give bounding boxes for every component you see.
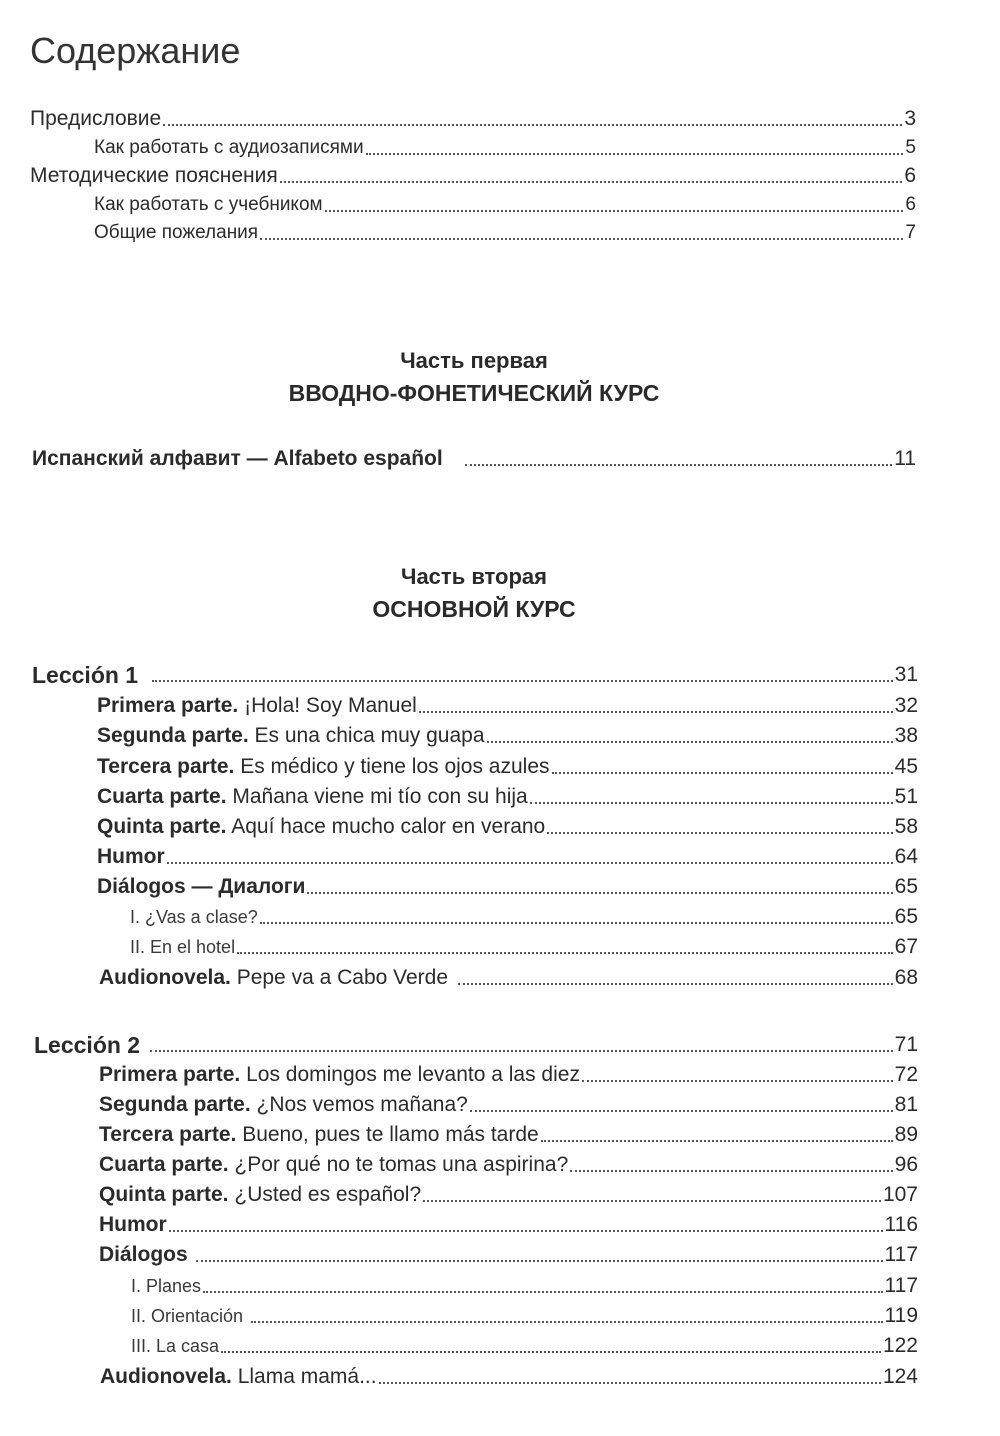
part-title-text: Pepe va a Cabo Verde — [230, 966, 449, 989]
entry-label: Как работать с учебником — [94, 194, 323, 215]
toc-entry — [94, 220, 916, 246]
toc-entry — [97, 784, 918, 810]
entry-page: 89 — [894, 1123, 918, 1146]
entry-page: 67 — [894, 935, 918, 958]
toc-subentry — [130, 904, 918, 930]
dot-leader — [366, 153, 904, 155]
dot-leader — [552, 772, 893, 774]
toc-entry — [97, 693, 918, 719]
toc-entry — [97, 874, 918, 900]
toc-entry — [97, 844, 918, 870]
dot-leader — [152, 680, 893, 682]
entry-page: 58 — [894, 815, 918, 838]
part-title-text: Llama mamá... — [231, 1365, 377, 1388]
part-title-text: ¡Hola! Soy Manuel — [238, 694, 417, 717]
dot-leader — [530, 802, 893, 804]
entry-page: 107 — [882, 1183, 918, 1206]
toc-entry — [94, 192, 916, 218]
entry-page: 117 — [884, 1243, 918, 1266]
page-title: Содержание — [30, 30, 241, 71]
part-title-text: Los domingos me levanto a las diez — [240, 1063, 580, 1086]
part-title-text: Mañana viene mi tío con su hija — [226, 785, 528, 808]
entry-page: 6 — [905, 194, 916, 215]
toc-entry — [97, 754, 918, 780]
toc-entry — [99, 965, 918, 991]
entry-page: 65 — [894, 875, 918, 898]
lesson-entry — [32, 662, 918, 688]
entry-label: I. Planes — [131, 1276, 202, 1296]
entry-page: 81 — [894, 1093, 918, 1116]
part-label: Primera parte. — [97, 694, 239, 717]
entry-label: II. Orientación — [131, 1306, 244, 1326]
dot-leader — [541, 1140, 893, 1142]
dot-leader — [423, 1200, 881, 1202]
entry-page: 65 — [894, 905, 918, 928]
part-label: Humor — [99, 1213, 167, 1236]
part-title-text: Es médico y tiene los ojos azules — [234, 755, 550, 778]
part-label: Tercera parte. — [97, 755, 235, 778]
entry-page: 116 — [884, 1213, 918, 1236]
toc-entry — [99, 1212, 918, 1238]
part-label: Audionovela. — [99, 966, 231, 989]
part-label: Cuarta parte. — [99, 1153, 229, 1176]
entry-label: Методические пояснения — [30, 164, 278, 187]
part-heading: Часть первая — [400, 348, 548, 373]
part-title-text: ¿Por qué no te tomas una aspirina? — [228, 1153, 569, 1176]
dot-leader — [379, 1382, 881, 1384]
toc-entry — [32, 446, 916, 472]
part-label: Quinta parte. — [97, 815, 227, 838]
entry-page: 64 — [894, 845, 918, 868]
dot-leader — [150, 1050, 893, 1052]
entry-label: III. La casa — [131, 1336, 220, 1356]
toc-entry — [97, 814, 918, 840]
dot-leader — [419, 711, 893, 713]
toc-subentry — [130, 934, 918, 960]
entry-page: 71 — [894, 1033, 918, 1056]
entry-label: Общие пожелания — [94, 222, 259, 243]
toc-entry — [30, 106, 916, 132]
toc-entry — [99, 1182, 918, 1208]
lesson-label: Lección 2 — [34, 1032, 141, 1058]
toc-subentry — [131, 1333, 918, 1359]
entry-page: 6 — [904, 164, 916, 187]
toc-entry — [94, 135, 916, 161]
dot-leader — [280, 181, 903, 183]
entry-label: Как работать с аудиозаписями — [94, 137, 364, 158]
entry-page: 11 — [894, 447, 916, 470]
toc-entry — [97, 723, 918, 749]
entry-page: 32 — [894, 694, 918, 717]
entry-page: 117 — [884, 1274, 918, 1297]
entry-page: 96 — [894, 1153, 918, 1176]
toc-entry — [99, 1242, 918, 1268]
dot-leader — [169, 1230, 883, 1232]
part-label: Humor — [97, 845, 165, 868]
dot-leader — [203, 1291, 882, 1293]
entry-page: 31 — [894, 663, 918, 686]
part-title-text: ¿Usted es español? — [228, 1183, 422, 1206]
toc-entry — [30, 163, 916, 189]
part-title: ОСНОВНОЙ КУРС — [372, 596, 576, 622]
part-label: Audionovela. — [100, 1365, 232, 1388]
dot-leader — [196, 1260, 883, 1262]
part-title-text: ¿Nos vemos mañana? — [250, 1093, 468, 1116]
entry-page: 51 — [894, 785, 918, 808]
part-label: Quinta parte. — [99, 1183, 229, 1206]
entry-page: 45 — [894, 755, 918, 778]
dot-leader — [458, 983, 893, 985]
dot-leader — [487, 741, 893, 743]
toc-subentry — [131, 1273, 918, 1299]
toc-entry — [99, 1152, 918, 1178]
part-label: Primera parte. — [99, 1063, 241, 1086]
entry-page: 72 — [894, 1063, 918, 1086]
dot-leader — [547, 832, 892, 834]
dot-leader — [163, 124, 902, 126]
dot-leader — [307, 892, 892, 894]
dot-leader — [251, 1321, 882, 1323]
part-label: Segunda parte. — [97, 724, 249, 747]
part-title-text: Bueno, pues te llamo más tarde — [236, 1123, 539, 1146]
dot-leader — [167, 862, 893, 864]
dot-leader — [582, 1080, 893, 1082]
entry-page: 5 — [905, 137, 916, 158]
toc-entry — [99, 1092, 918, 1118]
entry-page: 122 — [882, 1334, 918, 1357]
part-heading: Часть вторая — [400, 564, 547, 589]
part-title: ВВОДНО-ФОНЕТИЧЕСКИЙ КУРС — [288, 380, 660, 406]
entry-page: 3 — [904, 107, 916, 130]
toc-entry — [99, 1062, 918, 1088]
dot-leader — [470, 1110, 893, 1112]
part-label: Diálogos — [99, 1243, 188, 1266]
toc-entry — [100, 1364, 918, 1390]
entry-page: 7 — [905, 222, 916, 243]
dot-leader — [570, 1170, 892, 1172]
entry-label: Предисловие — [30, 107, 162, 130]
part-label: Diálogos — Диалоги — [97, 875, 306, 898]
part-title-text: Es una chica muy guapa — [248, 724, 485, 747]
entry-label: Испанский алфавит — Alfabeto español — [32, 447, 443, 470]
dot-leader — [260, 922, 893, 924]
entry-page: 68 — [894, 966, 918, 989]
dot-leader — [325, 210, 904, 212]
entry-label: II. En el hotel — [130, 937, 236, 957]
part-label: Tercera parte. — [99, 1123, 237, 1146]
entry-page: 38 — [894, 724, 918, 747]
part-label: Segunda parte. — [99, 1093, 251, 1116]
toc-entry — [99, 1122, 918, 1148]
entry-label: I. ¿Vas a clase? — [130, 907, 258, 927]
part-title-text: Aquí hace mucho calor en verano — [226, 815, 546, 838]
dot-leader — [465, 464, 892, 466]
lesson-entry — [34, 1032, 918, 1058]
dot-leader — [237, 952, 893, 954]
dot-leader — [221, 1351, 881, 1353]
part-label: Cuarta parte. — [97, 785, 227, 808]
dot-leader — [260, 238, 903, 240]
lesson-label: Lección 1 — [32, 662, 139, 688]
toc-subentry — [131, 1303, 918, 1329]
entry-page: 119 — [884, 1304, 918, 1327]
entry-page: 124 — [882, 1365, 918, 1388]
